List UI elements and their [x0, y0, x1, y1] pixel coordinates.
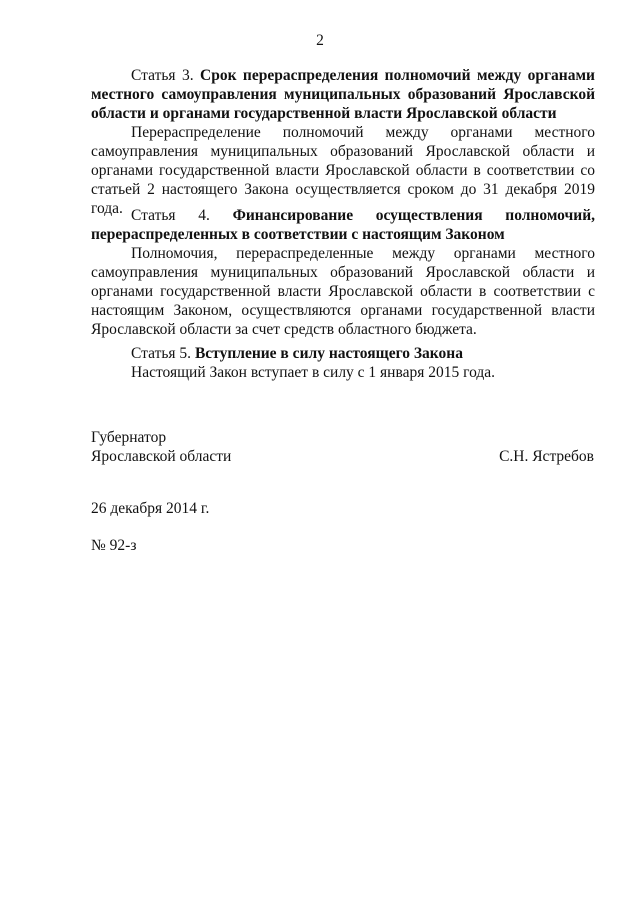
article-4-heading	[91, 206, 595, 244]
article-4	[91, 206, 595, 339]
document-date: 26 декабря 2014 г.	[91, 500, 210, 517]
article-3-title: Срок перераспределения полномочий между органами местного самоуправления муниципальных образований Ярославской области и органами государственной власти Ярославской области	[91, 67, 595, 122]
article-3-heading	[91, 66, 595, 123]
article-5	[91, 344, 595, 382]
signature-position-line1: Губернатор	[91, 429, 167, 446]
article-3-prefix: Статья 3.	[131, 67, 201, 84]
article-3	[91, 66, 595, 218]
signature-position-line2: Ярославской области	[91, 448, 232, 465]
article-3-body: Перераспределение полномочий между органами местного самоуправления муниципальных образований Ярославской области и органами государственной власти Ярославской области в соответствии со статьей 2 настоящего Закона осуществляется сроком до 31 декабря 2019 года.	[91, 124, 595, 217]
article-4-body: Полномочия, перераспределенные между органами местного самоуправления муниципальных образований Ярославской области и органами государственной власти Ярославской области в соответствии с настоящим Законом, осуществляются органами государственной власти Ярославской области за счет средств областного бюджета.	[91, 245, 595, 338]
law-number: № 92-з	[91, 537, 137, 554]
article-5-title: Вступление в силу настоящего Закона	[194, 345, 463, 362]
article-5-body: Настоящий Закон вступает в силу с 1 января 2015 года.	[131, 364, 496, 381]
article-4-title: Финансирование осуществления полномочий, перераспределенных в соответствии с настоящим Законом	[91, 207, 595, 243]
signature-name: С.Н. Ястребов	[499, 448, 594, 465]
article-5-prefix: Статья 5.	[131, 345, 195, 362]
article-5-heading	[91, 344, 595, 363]
article-4-prefix: Статья 4.	[131, 207, 233, 224]
page-number: 2	[316, 32, 324, 49]
